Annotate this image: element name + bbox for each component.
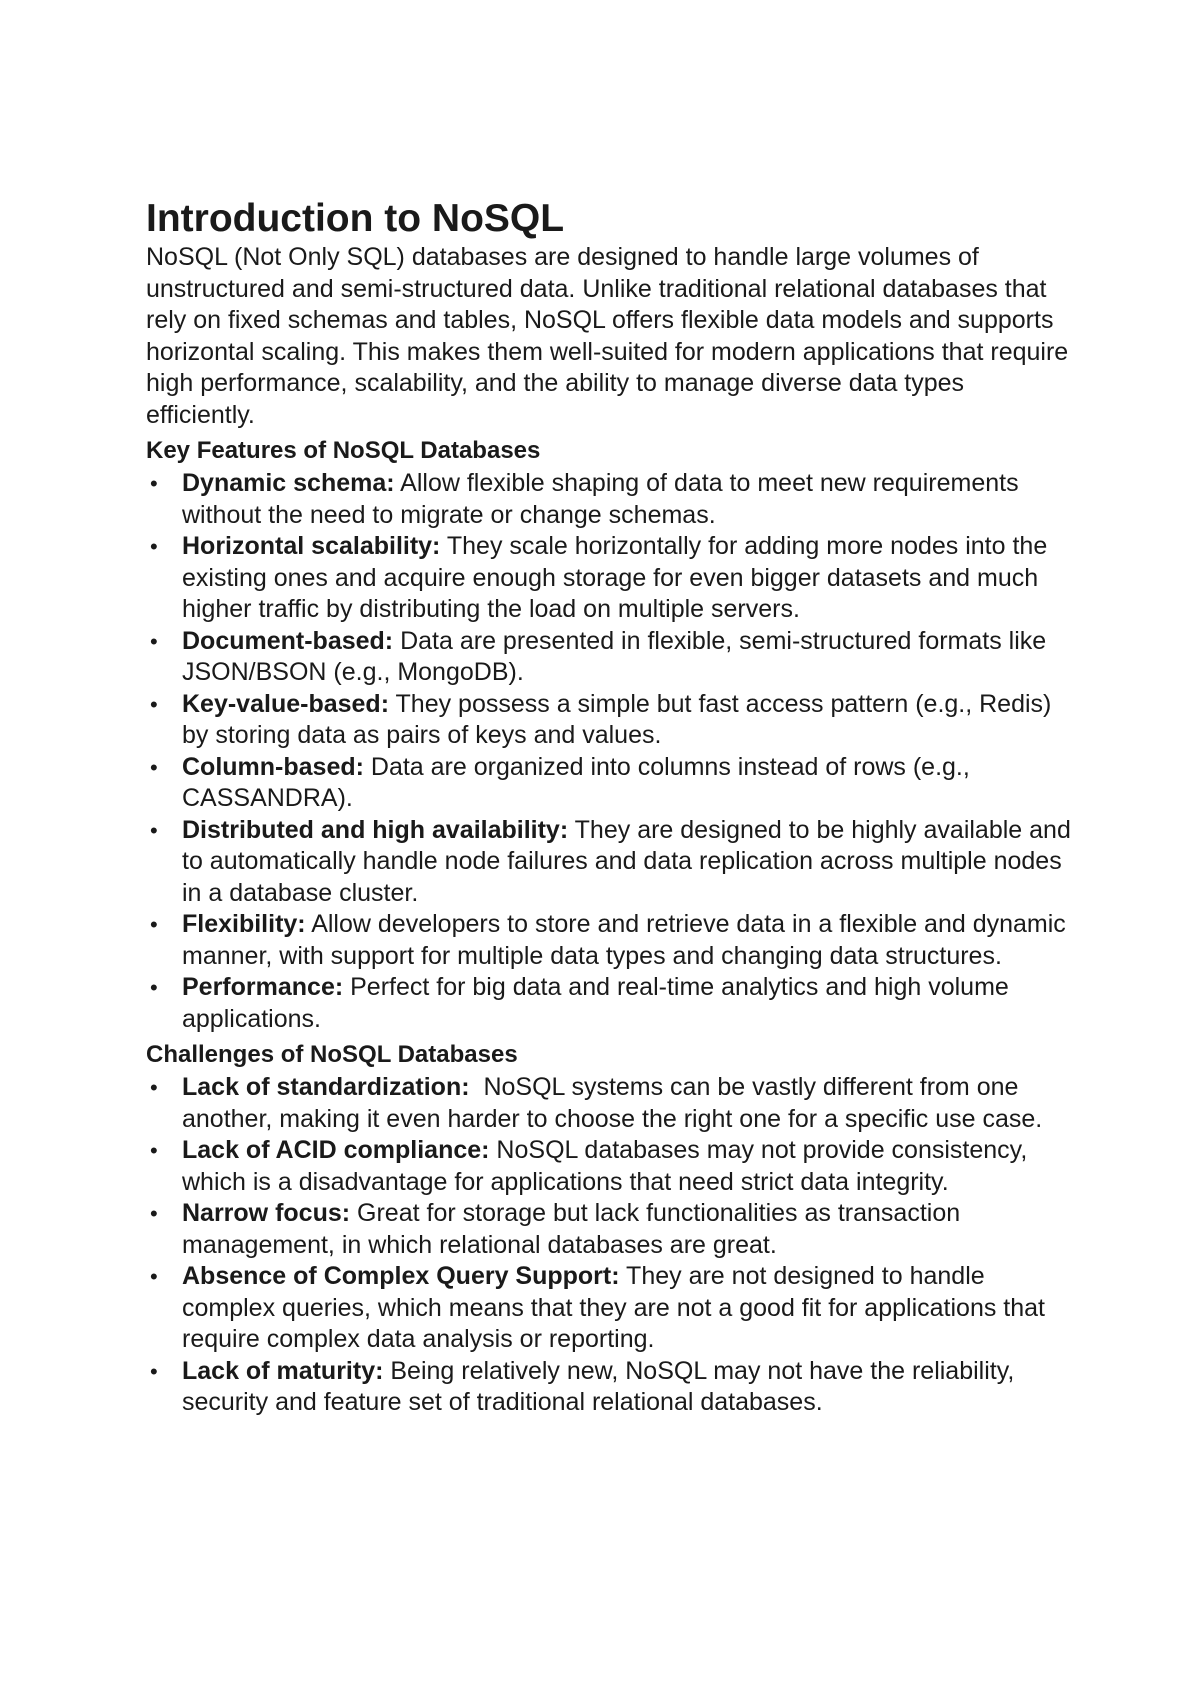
list-item [146, 626, 1076, 689]
list-item [146, 1261, 1076, 1356]
list-item-text: Data are organized into columns instead of rows (e.g., CASSANDRA). [182, 752, 970, 812]
page-title: Introduction to NoSQL [146, 197, 565, 240]
list-item-term: Narrow focus: [182, 1199, 351, 1227]
bullet-icon: • [150, 817, 158, 843]
list-item-term: Performance: [182, 973, 344, 1001]
list-item-term: Column-based: [182, 752, 364, 781]
list-item-text: NoSQL databases may not provide consistency, which is a disadvantage for applications that need strict data integrity. [182, 1136, 1028, 1196]
list-item [146, 531, 1076, 626]
list-item-term: Lack of ACID compliance: [182, 1136, 490, 1164]
bullet-icon: • [150, 1075, 158, 1100]
list-item-text: They possess a simple but fast access pattern (e.g., Redis) by storing data as pairs of keys and values. [182, 689, 1052, 749]
challenges-heading: Challenges of NoSQL Databases [146, 1041, 518, 1068]
list-item-term: Dynamic schema: [182, 469, 395, 497]
list-item-term: Horizontal scalability: [182, 532, 441, 560]
bullet-icon: • [150, 1201, 158, 1226]
document-page [146, 196, 1076, 1419]
list-item-term: Absence of Complex Query Support: [182, 1262, 620, 1290]
bullet-icon: • [150, 691, 158, 717]
list-item [146, 1135, 1076, 1198]
list-item-text: They scale horizontally for adding more nodes into the existing ones and acquire enough storage for even bigger datasets and much higher traffic by distributing the load on multiple servers. [182, 532, 1048, 623]
list-item [146, 468, 1076, 531]
bullet-icon: • [150, 912, 158, 937]
features-list [146, 468, 1076, 1035]
list-item [146, 815, 1076, 910]
list-item-text: They are designed to be highly available and to automatically handle node failures and data replication across multiple nodes in a database cluster. [182, 815, 1071, 907]
bullet-icon: • [150, 975, 158, 1000]
intro-paragraph: NoSQL (Not Only SQL) databases are designed to handle large volumes of unstructured and semi-structured data. Unlike traditional relational databases that rely on fixed schemas and tables, NoSQL offers flexible data models and supports horizontal scaling. This makes them well-suited for modern applications that require high performance, scalability, and the ability to manage diverse data types efficiently. [146, 243, 1069, 429]
bullet-icon: • [150, 1264, 158, 1289]
list-item-term: Lack of standardization: [182, 1073, 470, 1101]
list-item-term: Lack of maturity: [182, 1356, 384, 1385]
list-item-term: Document-based: [182, 626, 394, 655]
list-item-text: Perfect for big data and real-time analytics and high volume applications. [182, 973, 1009, 1033]
list-item [146, 1198, 1076, 1261]
list-item-text: Data are presented in flexible, semi-structured formats like JSON/BSON (e.g., MongoDB). [182, 626, 1047, 686]
list-item [146, 1072, 1076, 1135]
list-item-text: Allow flexible shaping of data to meet new requirements without the need to migrate or change schemas. [182, 469, 1019, 529]
bullet-icon: • [150, 1138, 158, 1163]
list-item [146, 752, 1076, 815]
list-item-term: Flexibility: [182, 910, 306, 938]
bullet-icon: • [150, 534, 158, 559]
list-item [146, 909, 1076, 972]
list-item-text: They are not designed to handle complex queries, which means that they are not a good fit for applications that require complex data analysis or reporting. [182, 1262, 1045, 1353]
list-item-text: Great for storage but lack functionalities as transaction management, in which relational databases are great. [182, 1199, 961, 1259]
list-item [146, 1356, 1076, 1419]
list-item-text: Allow developers to store and retrieve data in a flexible and dynamic manner, with support for multiple data types and changing data structures. [182, 910, 1066, 970]
list-item-term: Key-value-based: [182, 689, 390, 718]
list-item-text: Being relatively new, NoSQL may not have the reliability, security and feature set of traditional relational databases. [182, 1356, 1015, 1416]
bullet-icon: • [150, 1358, 158, 1384]
list-item [146, 972, 1076, 1035]
challenges-list [146, 1072, 1076, 1419]
list-item-text: NoSQL systems can be vastly different from one another, making it even harder to choose the right one for a specific use case. [182, 1073, 1043, 1133]
bullet-icon: • [150, 471, 158, 496]
list-item-term: Distributed and high availability: [182, 815, 569, 844]
bullet-icon: • [150, 754, 158, 780]
list-item [146, 689, 1076, 752]
features-heading: Key Features of NoSQL Databases [146, 437, 541, 464]
bullet-icon: • [150, 628, 158, 654]
